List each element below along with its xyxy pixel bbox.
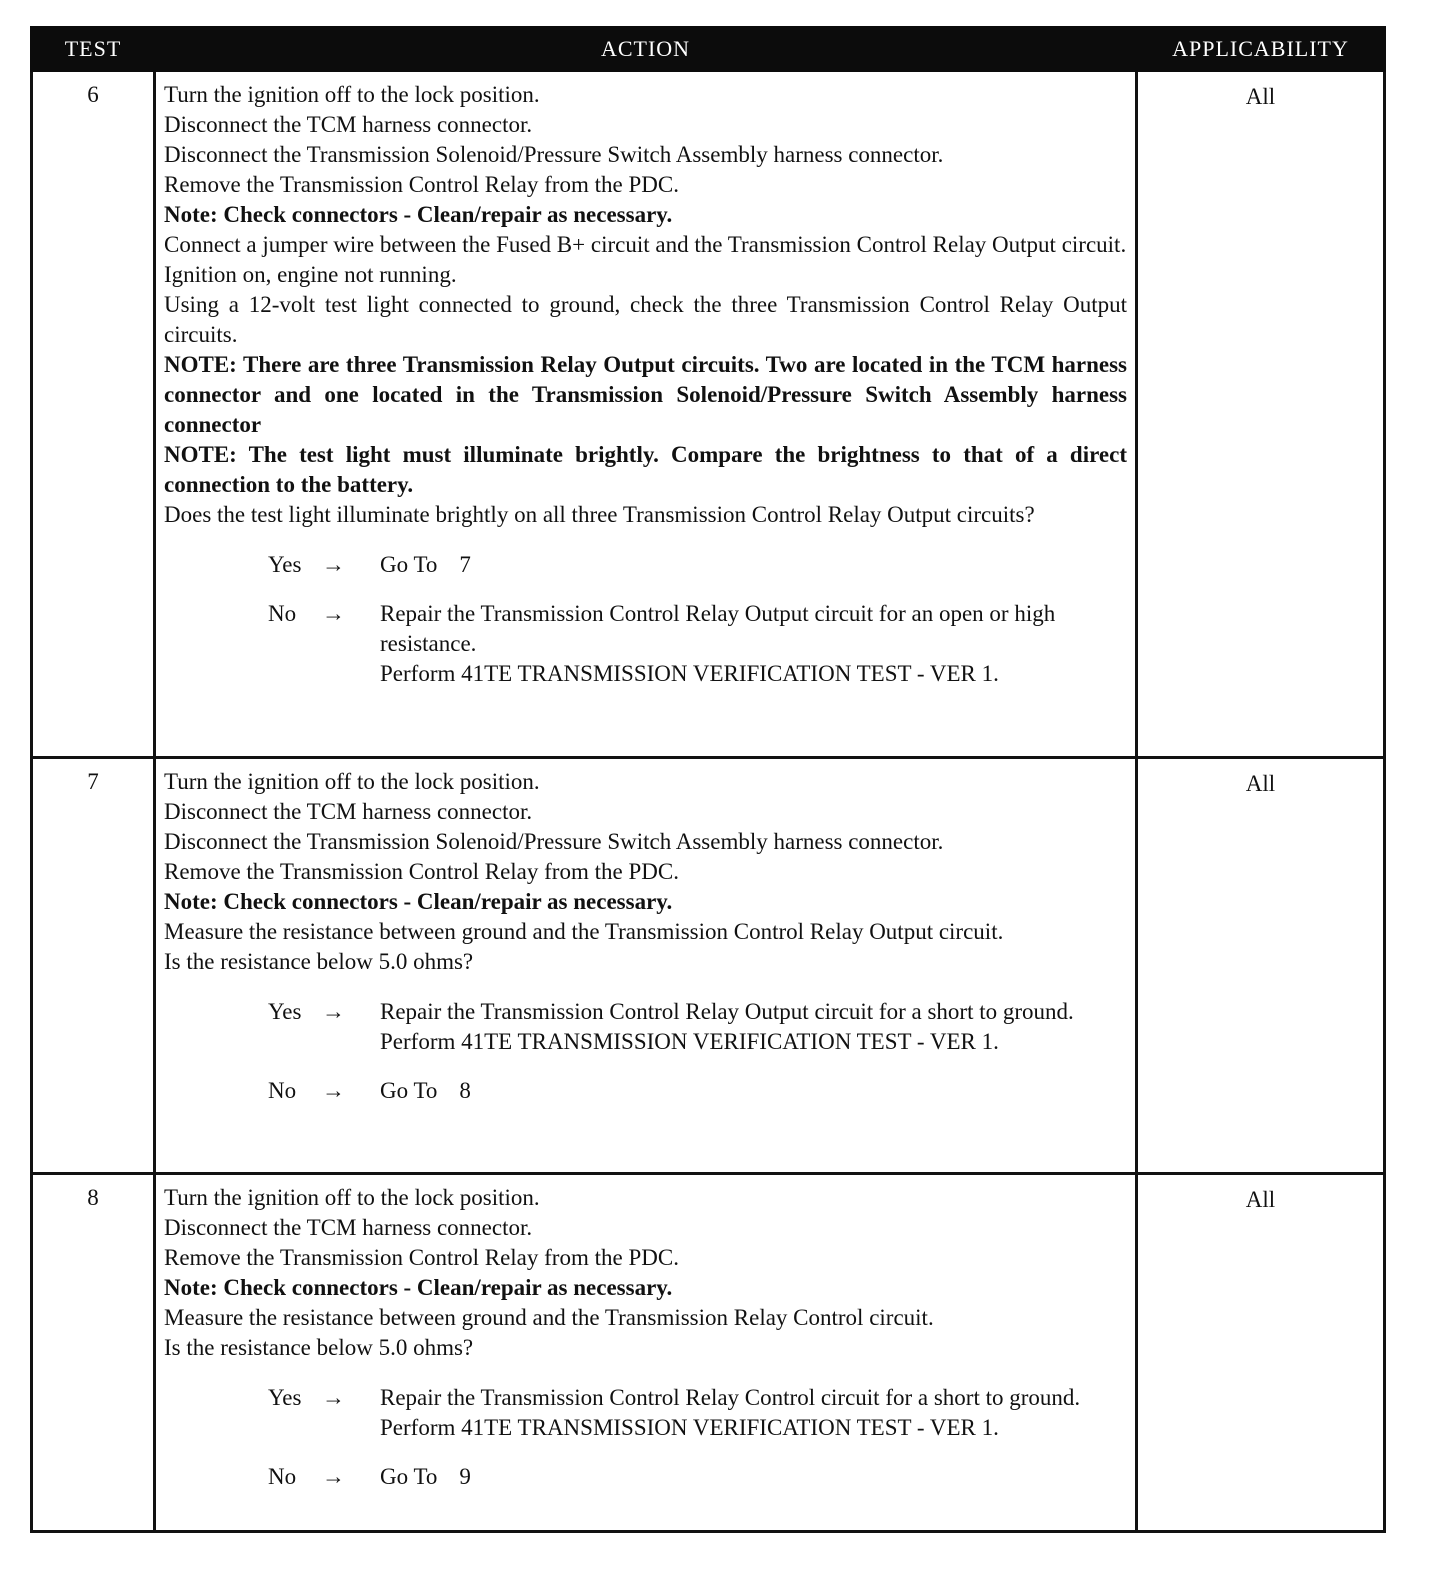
result-yes bbox=[268, 1383, 1127, 1443]
action-cell bbox=[155, 1174, 1137, 1532]
action-note: Note: Check connectors - Clean/repair as necessary. bbox=[164, 1275, 673, 1300]
action-line: Remove the Transmission Control Relay from the PDC. bbox=[164, 172, 679, 197]
arrow-right-icon: → bbox=[322, 999, 345, 1024]
header-test: TEST bbox=[32, 28, 155, 71]
answer-label: Yes bbox=[268, 552, 302, 577]
result-text bbox=[380, 1462, 1127, 1492]
result-line: Repair the Transmission Control Relay Output circuit for an open or high resistance. bbox=[380, 601, 1056, 656]
action-line: Disconnect the TCM harness connector. bbox=[164, 1215, 533, 1240]
action-question: Does the test light illuminate brightly on all three Transmission Control Relay Output circuits? bbox=[164, 502, 1035, 527]
arrow-right-icon: → bbox=[322, 552, 345, 577]
table-row bbox=[32, 1174, 1385, 1532]
action-note: NOTE: There are three Transmission Relay Output circuits. Two are located in the TCM harness connector and one located in the Transmission Solenoid/Pressure Switch Assembly harness connector bbox=[164, 352, 1127, 437]
applicability-value: All bbox=[1137, 71, 1385, 758]
action-cell bbox=[155, 71, 1137, 758]
result-text bbox=[380, 1076, 1127, 1106]
result-yes bbox=[268, 997, 1127, 1057]
result-no bbox=[268, 599, 1127, 689]
header-row bbox=[32, 28, 1385, 71]
diagnostic-test-table bbox=[30, 26, 1386, 1533]
goto-number: 7 bbox=[459, 552, 471, 577]
goto-number: 9 bbox=[459, 1464, 471, 1489]
action-cell bbox=[155, 758, 1137, 1174]
applicability-value: All bbox=[1137, 758, 1385, 1174]
goto-label: Go To bbox=[380, 1464, 438, 1489]
arrow-right-icon: → bbox=[322, 1385, 345, 1410]
answer-label: No bbox=[268, 1464, 297, 1489]
action-line: Measure the resistance between ground and the Transmission Relay Control circuit. bbox=[164, 1305, 934, 1330]
result-text bbox=[380, 550, 1127, 580]
action-note: Note: Check connectors - Clean/repair as necessary. bbox=[164, 202, 673, 227]
table-row bbox=[32, 71, 1385, 758]
answer-label: Yes bbox=[268, 999, 302, 1024]
action-line: Turn the ignition off to the lock position. bbox=[164, 1185, 540, 1210]
test-number: 8 bbox=[32, 1174, 155, 1532]
result-text bbox=[380, 997, 1127, 1057]
action-line: Ignition on, engine not running. bbox=[164, 262, 457, 287]
goto-label: Go To bbox=[380, 552, 438, 577]
action-line: Measure the resistance between ground and the Transmission Control Relay Output circuit. bbox=[164, 919, 1004, 944]
result-text bbox=[380, 599, 1127, 689]
result-no bbox=[268, 1462, 1127, 1492]
action-line: Connect a jumper wire between the Fused B+ circuit and the Transmission Control Relay Output circuit. bbox=[164, 232, 1127, 257]
action-line: Disconnect the TCM harness connector. bbox=[164, 799, 533, 824]
result-line: Perform 41TE TRANSMISSION VERIFICATION TEST - VER 1. bbox=[380, 1029, 999, 1054]
action-note: Note: Check connectors - Clean/repair as necessary. bbox=[164, 889, 673, 914]
action-line: Disconnect the Transmission Solenoid/Pressure Switch Assembly harness connector. bbox=[164, 829, 944, 854]
answer-label: No bbox=[268, 1078, 297, 1103]
action-line: Remove the Transmission Control Relay from the PDC. bbox=[164, 859, 679, 884]
result-no bbox=[268, 1076, 1127, 1106]
result-yes bbox=[268, 550, 1127, 580]
header-action: ACTION bbox=[155, 28, 1137, 71]
answer-label: No bbox=[268, 601, 297, 626]
result-line: Perform 41TE TRANSMISSION VERIFICATION TEST - VER 1. bbox=[380, 661, 999, 686]
action-question: Is the resistance below 5.0 ohms? bbox=[164, 949, 474, 974]
action-note: NOTE: The test light must illuminate brightly. Compare the brightness to that of a direct connection to the battery. bbox=[164, 442, 1127, 497]
action-line: Using a 12-volt test light connected to ground, check the three Transmission Control Relay Output circuits. bbox=[164, 292, 1127, 347]
result-line: Perform 41TE TRANSMISSION VERIFICATION TEST - VER 1. bbox=[380, 1415, 999, 1440]
result-line: Repair the Transmission Control Relay Output circuit for a short to ground. bbox=[380, 999, 1074, 1024]
applicability-value: All bbox=[1137, 1174, 1385, 1532]
goto-number: 8 bbox=[459, 1078, 471, 1103]
goto-label: Go To bbox=[380, 1078, 438, 1103]
test-number: 7 bbox=[32, 758, 155, 1174]
result-line: Repair the Transmission Control Relay Control circuit for a short to ground. bbox=[380, 1385, 1081, 1410]
action-line: Disconnect the TCM harness connector. bbox=[164, 112, 533, 137]
action-line: Turn the ignition off to the lock position. bbox=[164, 769, 540, 794]
arrow-right-icon: → bbox=[322, 1464, 345, 1489]
action-line: Turn the ignition off to the lock position. bbox=[164, 82, 540, 107]
header-applicability: APPLICABILITY bbox=[1137, 28, 1385, 71]
action-line: Disconnect the Transmission Solenoid/Pressure Switch Assembly harness connector. bbox=[164, 142, 944, 167]
arrow-right-icon: → bbox=[322, 1078, 345, 1103]
answer-label: Yes bbox=[268, 1385, 302, 1410]
arrow-right-icon: → bbox=[322, 601, 345, 626]
action-line: Remove the Transmission Control Relay from the PDC. bbox=[164, 1245, 679, 1270]
test-number: 6 bbox=[32, 71, 155, 758]
table-row bbox=[32, 758, 1385, 1174]
result-text bbox=[380, 1383, 1127, 1443]
action-question: Is the resistance below 5.0 ohms? bbox=[164, 1335, 474, 1360]
